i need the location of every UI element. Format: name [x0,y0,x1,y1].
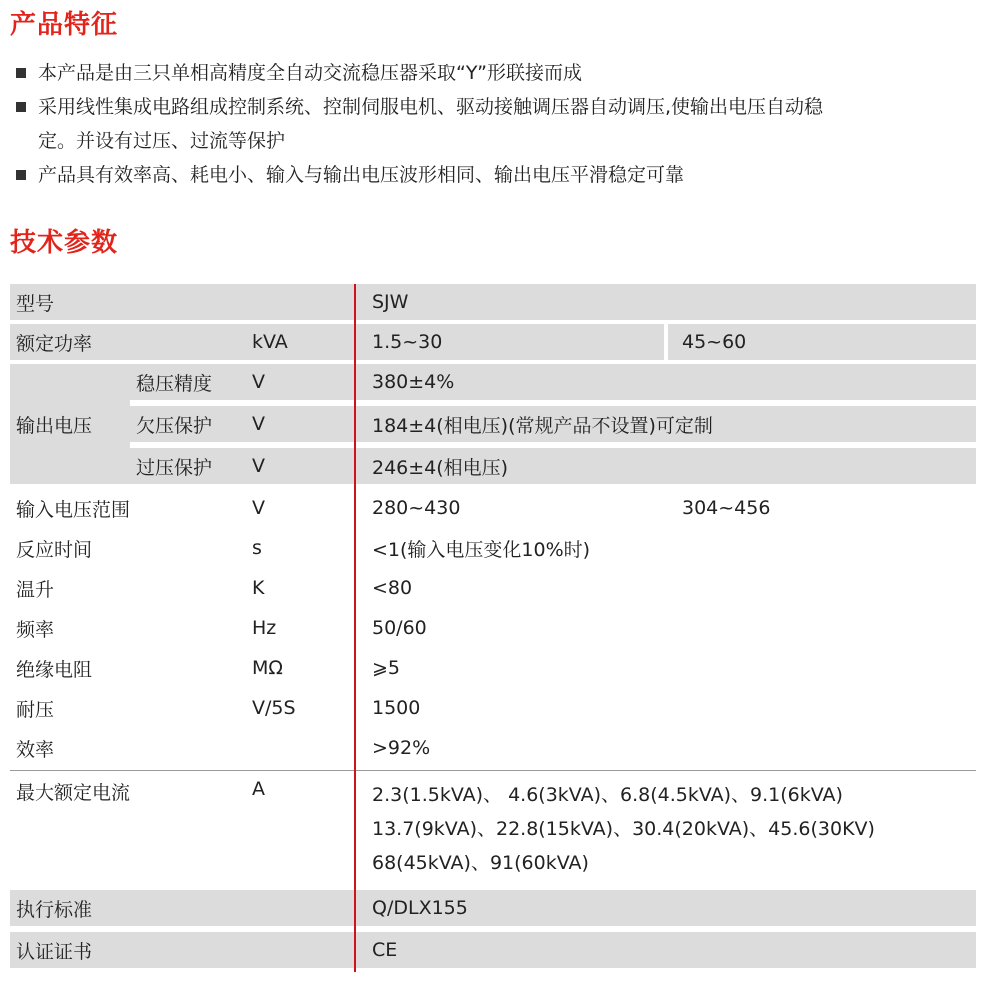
value-cell: <1(输入电压变化10%时) [372,538,591,561]
label-cell: 效率 [16,738,55,761]
label-cell: 最大额定电流 [16,782,131,804]
value-cell [360,772,976,882]
value-cell: Q/DLX155 [360,890,976,926]
label-cell: 执行标准 [10,890,360,926]
current-line: 2.3(1.5kVA)、 4.6(3kVA)、6.8(4.5kVA)、9.1(6kVA) [372,784,843,806]
table-row-insulation [10,648,976,688]
table-row-model [10,284,976,320]
current-line: 68(45kVA)、91(60kVA) [372,852,589,874]
table-row-temp [10,568,976,608]
label-cell: 额定功率 [10,324,252,360]
square-bullet-icon [16,68,26,78]
table-row-max-current [10,772,976,882]
unit-cell: V [252,364,360,400]
table-row-cert [10,932,976,968]
value-cell: 380±4% [360,364,976,400]
label-cell: 认证证书 [10,932,360,968]
label-cell: 反应时间 [16,538,93,561]
unit-cell: V/5S [252,697,296,719]
unit-cell: Hz [252,617,277,639]
value-cell: 304~456 [682,497,771,519]
square-bullet-icon [16,170,26,180]
feature-item [14,90,990,158]
value-cell: 184±4(相电压)(常规产品不设置)可定制 [360,406,976,442]
label-cell: 输入电压范围 [16,498,131,521]
table-divider [10,770,976,771]
table-row-response [10,528,976,568]
feature-list [14,56,990,192]
value-cell: >92% [372,737,431,759]
unit-cell: s [252,537,262,559]
table-row-freq [10,608,976,648]
feature-text: 产品具有效率高、耗电小、输入与输出电压波形相同、输出电压平滑稳定可靠 [38,164,685,186]
value-cell: 1.5~30 [360,324,664,360]
table-row-input-range [10,488,976,528]
unit-cell: A [252,778,265,800]
label-cell: 温升 [16,578,55,601]
value-cell: 280~430 [372,497,461,519]
value-cell: <80 [372,577,413,599]
label-cell: 过压保护 [130,448,252,484]
label-cell: 型号 [10,284,360,320]
unit-cell: V [252,448,360,484]
table-row-accuracy [10,364,976,400]
label-cell: 稳压精度 [130,364,252,400]
unit-cell: V [252,497,265,519]
unit-cell: K [252,577,265,599]
unit-cell: V [252,406,360,442]
label-cell: 耐压 [16,698,55,721]
table-row-withstand [10,688,976,728]
feature-text: 本产品是由三只单相高精度全自动交流稳压器采取“Y”形联接而成 [38,62,582,84]
section-title-specs: 技术参数 [10,228,119,258]
table-row-power [10,324,976,360]
square-bullet-icon [16,102,26,112]
value-cell: 1500 [372,697,421,719]
label-cell: 频率 [16,618,55,641]
feature-item [14,158,990,192]
table-row-over [10,448,976,484]
value-cell: ⩾5 [372,657,401,679]
label-cell: 输出电压 [10,364,130,484]
value-cell: SJW [360,284,976,320]
column-divider [354,284,356,972]
value-cell: 45~60 [668,324,976,360]
label-cell: 绝缘电阻 [16,658,93,681]
feature-text-continued: 定。并设有过压、过流等保护 [38,130,286,152]
value-cell: 246±4(相电压) [360,448,976,484]
value-cell: 50/60 [372,617,427,639]
value-cell: CE [360,932,976,968]
feature-item [14,56,990,90]
feature-text: 采用线性集成电路组成控制系统、控制伺服电机、驱动接触调压器自动调压,使输出电压自动稳 [38,96,824,118]
table-row-under [10,406,976,442]
current-lines [372,772,875,880]
current-line: 13.7(9kVA)、22.8(15kVA)、30.4(20kVA)、45.6(30KV) [372,818,875,840]
unit-cell: MΩ [252,657,283,679]
section-title-features: 产品特征 [10,10,119,40]
table-row-efficiency [10,728,976,768]
unit-cell [252,728,360,768]
table-row-standard [10,890,976,926]
label-cell: 欠压保护 [130,406,252,442]
unit-cell: kVA [252,324,360,360]
